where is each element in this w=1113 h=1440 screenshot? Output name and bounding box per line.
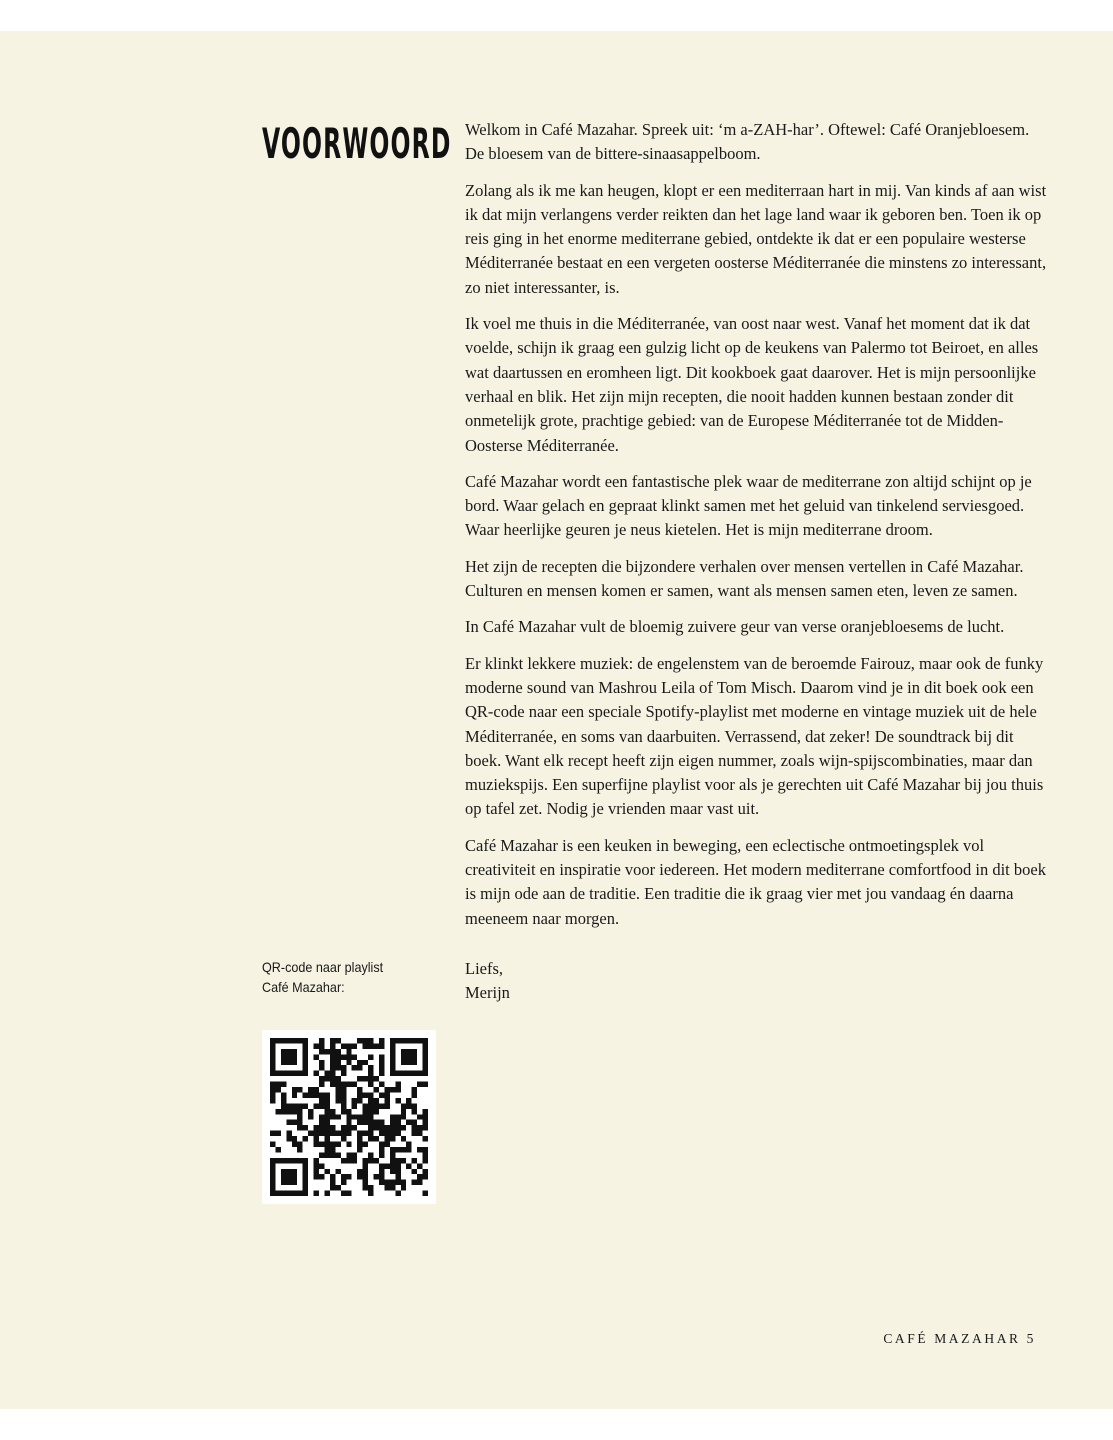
qr-caption-line: QR-code naar playlist bbox=[262, 959, 384, 975]
book-page bbox=[0, 31, 1113, 1409]
page-footer bbox=[883, 1331, 1036, 1347]
paragraph: In Café Mazahar vult de bloemig zuivere geur van verse oranjebloesems de lucht. bbox=[465, 617, 1005, 637]
qr-code-icon bbox=[270, 1038, 428, 1196]
paragraph: Het zijn de recepten die bijzondere verhalen over mensen vertellen in Café Mazahar. Culturen en mensen komen er samen, want als mensen samen eten, leven ze samen. bbox=[465, 556, 1024, 601]
qr-code[interactable] bbox=[262, 1030, 436, 1204]
paragraph: Café Mazahar wordt een fantastische plek waar de mediterrane zon altijd schijnt op je bord. Waar gelach en gepraat klinkt samen met het geluid van tinkelend serviesgoed. Waar heerlijke geuren je neus kietelen. Het is mijn mediterrane droom. bbox=[465, 471, 1032, 540]
paragraph: Er klinkt lekkere muziek: de engelenstem van de beroemde Fairouz, maar ook de funky moderne sound van Mashrou Leila of Tom Misch. Daarom vind je in dit boek ook een QR-code naar een speciale Spotify-playlist met moderne en vintage muziek uit de hele Méditerranée, en soms van daarbuiten. Verrassend, dat zeker! De soundtrack bij dit boek. Want elk recept heeft zijn eigen nummer, zoals wijn-spijscombinaties, maar dan muziekspijs. Een superfijne playlist voor als je gerechten uit Café Mazahar bij jou thuis op tafel zet. Nodig je vrienden maar vast uit. bbox=[465, 653, 1044, 819]
paragraph: Zolang als ik me kan heugen, klopt er een mediterraan hart in mij. Van kinds af aan wist ik dat mijn verlangens verder reikten dan het lage land waar ik geboren ben. Toen ik op reis ging in het enorme mediterrane gebied, ontdekte ik dat er een populaire westerse Méditerranée bestaat en een vergeten oosterse Méditerranée die minstens zo interessant, zo niet interessanter, is. bbox=[465, 180, 1047, 297]
paragraph: Ik voel me thuis in die Méditerranée, van oost naar west. Vanaf het moment dat ik dat voelde, schijn ik graag een gulzig licht op de keukens van Palermo tot Beiroet, en alles wat daartussen en eromheen ligt. Dit kookboek gaat daarover. Het is mijn persoonlijke verhaal en blik. Het zijn mijn recepten, die nooit hadden kunnen bestaan zonder dit onmetelijk grote, prachtige gebied: van de Europese Méditerranée tot de Midden-Oosterse Méditerranée. bbox=[465, 314, 1039, 455]
paragraph: Welkom in Café Mazahar. Spreek uit: ‘m a-ZAH-har’. Oftewel: Café Oranjebloesem. De bloesem van de bittere-sinaasappelboom. bbox=[465, 120, 1030, 164]
closing bbox=[465, 957, 1047, 1006]
closing-signature: Merijn bbox=[465, 983, 510, 1003]
page-number: 5 bbox=[1026, 1331, 1036, 1346]
body-text bbox=[465, 118, 1047, 1018]
qr-caption-line: Café Mazahar: bbox=[262, 979, 345, 995]
paragraph: Café Mazahar is een keuken in beweging, een eclectische ontmoetingsplek vol creativiteit en inspiratie voor iedereen. Het modern mediterrane comfortfood in dit boek is mijn ode aan de traditie. Een traditie die ik graag vier met jou vandaag én daarna meeneem naar morgen. bbox=[465, 835, 1046, 928]
page-heading: VOORWOORD bbox=[262, 119, 452, 168]
running-title: CAFÉ MAZAHAR bbox=[883, 1331, 1021, 1346]
closing-greeting: Liefs, bbox=[465, 958, 504, 978]
qr-caption bbox=[262, 957, 383, 997]
